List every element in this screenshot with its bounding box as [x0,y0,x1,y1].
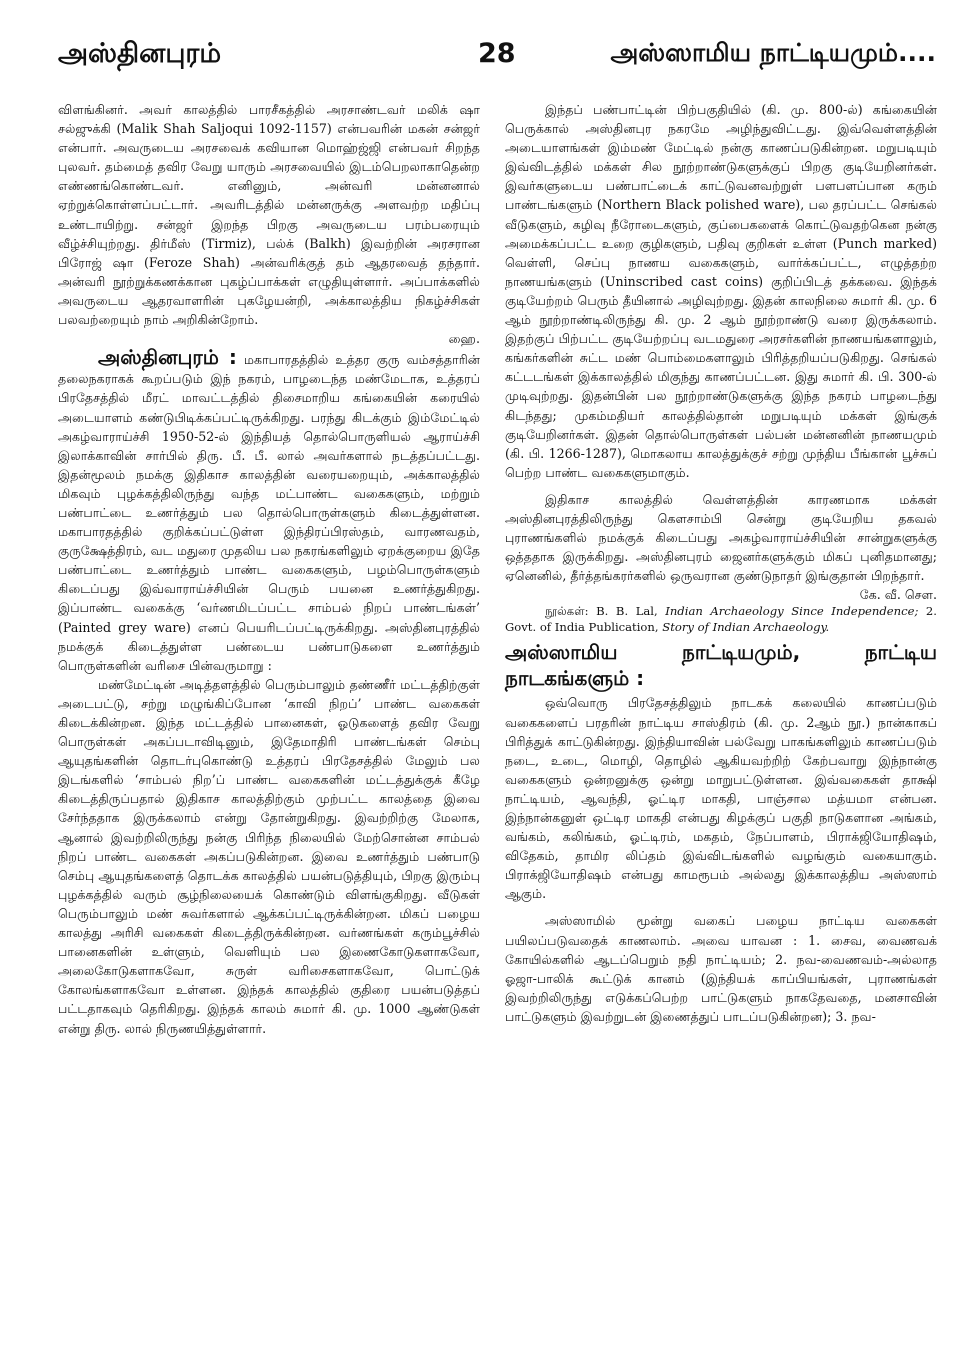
paragraph-gap [505,482,937,490]
reference-2-publisher: 2. Govt. of India Publication, [505,604,937,634]
hastinapuram-entry [58,345,480,675]
right-column [505,100,937,1026]
anvari-paragraph: விளங்கினர். அவர் காலத்தில் பாரசீகத்தில் அரசாண்டவர் மலிக் ஷா சல்ஜுக்கி (Malik Shah Saljoqui 1092-1157) என்பவரின் மகன் சன்ஜர் என்பார். அவருடைய அரசவைக் கவியான மொஹ்ஜ்ஜி என்பவர் சிறந்த புலவர். தம்மைத் தவிர வேறு யாரும் அரசவையில் இடம்பெறலாகாதென்ற எண்ணங்கொண்டவர். எனினும், அன்வரி மன்னனால் ஏற்றுக்கொள்ளப்பட்டார். அவரிடத்தில் மன்னருக்கு அளவற்ற மதிப்பு உண்டாயிற்று. சன்ஜர் இறந்த பிறகு அவருடைய பரம்பரையும் வீழ்ச்சியுற்றது. திர்மீஸ் (Tirmiz), பல்க் (Balkh) இவற்றின் அரசரான பிரோஜ் ஷா (Feroze Shah) அன்வரிக்குத் தம் ஆதரவைத் தந்தார். அன்வரி நூற்றுக்கணக்கான புகழ்ப்பாக்கள் எழுதியுள்ளார். அப்பாக்களில் அவருடைய ஆதரவாளரின் புகழேயன்றி, அக்காலத்திய நிகழ்ச்சிகள் பலவற்றையும் நாம் அறிகின்றோம். [58,102,480,328]
running-head-left: அஸ்தினபுரம் [58,38,222,69]
references [505,604,937,635]
paragraph-gap [505,903,937,911]
running-head-right: அஸ்ஸாமிய நாட்டியமும்.... [610,38,936,67]
left-column [58,100,480,1038]
hastinapuram-heading: அஸ்தினபுரம் : [98,345,237,370]
anvari-signature: ஹை. [448,331,480,347]
hastinapuram-continued-paragraph: இந்தப் பண்பாட்டின் பிற்பகுதியில் (கி. மு. 800-ல்) கங்கையின் பெருக்கால் அஸ்தினபுர நகரமே அழிந்துவிட்டது. இவ்வெள்ளத்தின் அடையாளங்கள் இம்மண் மேட்டில் நன்கு காணப்படுகின்றன. மறுபடியும் இவ்விடத்தில் மக்கள் சில நூற்றாண்டுகளுக்குப் பிறகு குடியேறினர்கள். இவர்களுடைய பண்பாட்டைக் காட்டுவனவற்றுள் பளபளப்பான கரும் பாண்டங்களும் (Northern Black polished ware), பல தரப்பட்ட செங்கல் வீடுகளும், கழிவு நீரோடைகளும், குப்பைகளைக் கொட்டுவதற்கென நன்கு அமைக்கப்பட்ட உறை குழிகளும், பதிவு குறிகள் உள்ள (Punch marked) வெள்ளி, செப்பு நாணய வகைகளும், வார்க்கப்பட்ட, எழுத்தற்ற நாணயங்களும் (Uninscribed cast coins) குறிப்பிடத் தக்கவை. இந்தக் குடியேற்றம் பெரும் தீயினால் அழிவுற்றது. இதன் காலநிலை சுமார் கி. மு. 6 ஆம் நூற்றாண்டிலிருந்து கி. மு. 2 ஆம் நூற்றாண்டு வரை இருக்கலாம். இதற்குப் பிற்பட்ட குடியேற்றப்பு வடமதுரை அரசர்களின் நாணயங்களாலும், கங்கர்களின் சுட்ட மண் பொம்மைகளாலும் பிரித்தறியப்படுகிறது. செங்கல் கட்டடங்கள் இக்காலத்தில் மிகுந்து காணப்பட்டன. இது சுமார் கி. பி. 300-ல் முடிவுற்றது. இதன்பின் பல நூற்றாண்டுகளுக்கு இந்த நகரம் பாழடைந்து கிடந்தது; முகம்மதியர் காலத்தில்தான் மறுபடியும் மக்கள் இங்குக் குடியேறினர்கள். இதன் தொல்பொருள்கள் பல்பன் மன்னனின் நாணயமும் (கி. பி. 1266-1287), மொகலாய காலத்துக்குச் சற்று முந்திய பீங்கான் பூச்சுப் பெற்ற பாண்ட வகைகளுமாகும். [505,102,937,480]
flood-signature: கே. வீ. சௌ. [859,587,937,603]
assam-types-paragraph: அஸ்ஸாமில் மூன்று வகைப் பழைய நாட்டிய வகைகள் பயிலப்படுவதைக் காணலாம். அவை யாவன : 1. சைவ, வைணவக் கோயில்களில் ஆடப்பெறும் நதி நாட்டியம்; 2. நவ-வைணவம்-அல்லாத ஓஜா-பாலிக் கூட்டுக் கானம் (இந்தியக் காப்பியங்கள், புராணங்கள் இவற்றிலிருந்து எடுக்கப்பெற்ற பாட்டுகளும் நாகதேவதை, மனசாவின் பாட்டுகளும் இவற்றுடன் இணைத்துப் பாடப்படுகின்றன); 3. நவ- [505,913,937,1024]
page-number: 28 [478,38,516,69]
assam-heading: அஸ்ஸாமிய நாட்டியமும், நாட்டிய நாடகங்களும் : [505,640,937,691]
sequence-paragraph: மண்மேட்டின் அடித்தளத்தில் பெரும்பாலும் தண்ணீர் மட்டத்திற்குள் அடைபட்டு, சற்று மழுங்கிப்போன ‘காவி நிறப்’ பாண்ட வகைகள் கிடைக்கின்றன. இந்த மட்டத்தில் பானைகள், ஓடுகளைத் தவிர வேறு பொருள்கள் அகப்படாவிடினும், இதேமாதிரி பாண்டங்கள் செம்பு ஆயுதங்களின் தொடர்புகொண்டு உத்தரப் பிரதேசத்தில் மேலும் பல இடங்களில் ‘சாம்பல் நிற’ப் பாண்ட வகைகளின் மட்டத்துக்குக் கீழே கிடைத்திருப்பதால் இதிகாச காலத்திற்கும் முற்பட்ட காலத்தை இவை சேர்ந்ததாக இருக்கலாம் என்று தோன்றுகிறது. இவற்றிற்கு மேலாக, ஆனால் இவற்றிலிருந்து நன்கு பிரிந்த நிலையில் மேற்சொன்ன சாம்பல் நிறப் பாண்ட வகைகள் அகப்படுகின்றன. இவை உணர்த்தும் பண்பாடு செம்பு ஆயுதங்களைத் தொடக்க காலத்தில் பயன்படுத்தியும், பிறகு இரும்பு புழக்கத்தில் வரும் சூழ்நிலையைக் கொண்டும் விளங்குகிறது. வீடுகள் பெரும்பாலும் மண் சுவர்களால் ஆக்கப்பட்டிருக்கின்றன. மிகப் பழைய காலத்து அரிசி வகைகள் கிடைத்திருக்கின்றன. வர்ணங்கள் கரும்பூச்சில் பானைகளின் உள்ளும், வெளியும் பல இணைகோடுகளாகவோ, அலைகோடுகளாகவோ, சுருள் வரிசைகளாகவோ, பொட்டுக் கோலங்களாகவோ உள்ளன. இந்தக் காலத்தில் குதிரை பயன்படுத்தப் பட்டதாகவும் தெரிகிறது. இந்தக் காலம் சுமார் கி. மு. 1000 ஆண்டுகள் என்று திரு. லால் நிருணயித்துள்ளார். [58,676,480,1036]
flood-paragraph: இதிகாச காலத்தில் வெள்ளத்தின் காரணமாக மக்கள் அஸ்தினபுரத்திலிருந்து கௌசாம்பி சென்று குடியேறிய தகவல் புராணங்களில் நமக்குக் கிடைப்பது அகழ்வாராய்ச்சியின் சான்றுகளுக்கு ஒத்ததாக இருக்கிறது. அஸ்தினபுரம் ஜைனர்களுக்கும் மிகப் புனிதமானது; ஏனெனில், தீர்த்தங்கரர்களில் ஒருவரான குண்டுநாதர் இங்குதான் பிறந்தார். [505,491,937,584]
page-header [58,38,936,94]
reference-1-author: B. B. Lal, [596,604,658,619]
assam-paragraph: ஒவ்வொரு பிரதேசத்திலும் நாடகக் கலையில் காணப்படும் வகைகளைப் பரதரின் நாட்டிய சாஸ்திரம் (கி. மு. 2ஆம் நூ.) நான்காகப் பிரித்துக் காட்டுகின்றது. இந்தியாவின் பல்வேறு பாகங்களிலும் காணப்படும் நடை, உடை, மொழி, தொழில் ஆகியவற்றிற் கேற்பவாறு இந்நான்கு வகைகளும் ஒன்றனுக்கு ஒன்று மாறுபட்டுள்ளன. இவ்வகைகள் தாக்ஷி நாட்டியம், ஆவந்தி, ஓட்டிர மாகதி, பாஞ்சால மத்யமா என்பன. இந்நான்கனுள் ஒட்டிர மாகதி என்பது கிழக்குப் பகுதி நாடுகளான அங்கம், வங்கம், கலிங்கம், ஓட்டிரம், மகதம், நேப்பாளம், பிராக்ஜியோதிஷம், விதேகம், தாமிர லிப்தம் இவ்விடங்களில் வழங்கும் வகையாகும். பிராக்ஜியோதிஷம் என்பது காமரூபம் அல்லது இக்காலத்திய அஸ்ஸாம் ஆகும். [505,695,937,902]
references-label: நூல்கள்: [545,604,589,619]
reference-2-title: Story of Indian Archaeology. [662,619,830,634]
hastinapuram-paragraph: மகாபாரதத்தில் உத்தர குரு வம்சத்தாரின் தலைநகராகக் கூறப்படும் இந் நகரம், பாழடைந்த மண்மேடாக, உத்தரப் பிரதேசத்தில் மீரட் மாவட்டத்தில் திசைமாறிய கங்கையின் கரையில் அடையாளம் கண்டுபிடிக்கப்பட்டிருக்கிறது. பரந்து கிடக்கும் இம்மேட்டில் அகழ்வாராய்ச்சி 1950-52-ல் இந்தியத் தொல்பொருளியல் ஆராய்ச்சி இலாக்காவின் சார்பில் திரு. பீ. பீ. லால் அவர்களால் நடத்தப்பட்டது. இதன்மூலம் நமக்கு இதிகாச காலத்தின் வரையறையும், அக்காலத்தில் மிகவும் புழக்கத்திலிருந்து வந்த மட்பாண்ட வகைகளும், மற்றும் பண்பாட்டை உணர்த்தும் பல தொல்பொருள்களும் கிடைத்துள்ளன. மகாபாரதத்தில் குறிக்கப்பட்டுள்ள இந்திரப்பிரஸ்தம், வாரணவதம், குருக்ஷேத்திரம், வட மதுரை முதலிய பல நகரங்களிலும் ஏறக்குறைய இதே பண்பாட்டை உணர்த்தும் பாண்ட வகைகளும், பழம்பொருள்களும் கிடைப்பது இவ்வாராய்ச்சியின் பெரும் பயனை உணர்த்துகிறது. இப்பாண்ட வகைக்கு ‘வர்ணமிடப்பட்ட சாம்பல் நிறப் பாண்டங்கள்’ (Painted grey ware) எனப் பெயரிடப்பட்டிருக்கிறது. அஸ்தினபுரத்தில் நமக்குக் கிடைத்துள்ள பண்டைய பண்பாடுகளை உணர்த்தும் பொருள்களின் வரிசை பின்வருமாறு : [58,352,480,673]
reference-1-title: Indian Archaeology Since Independence; [665,604,919,619]
